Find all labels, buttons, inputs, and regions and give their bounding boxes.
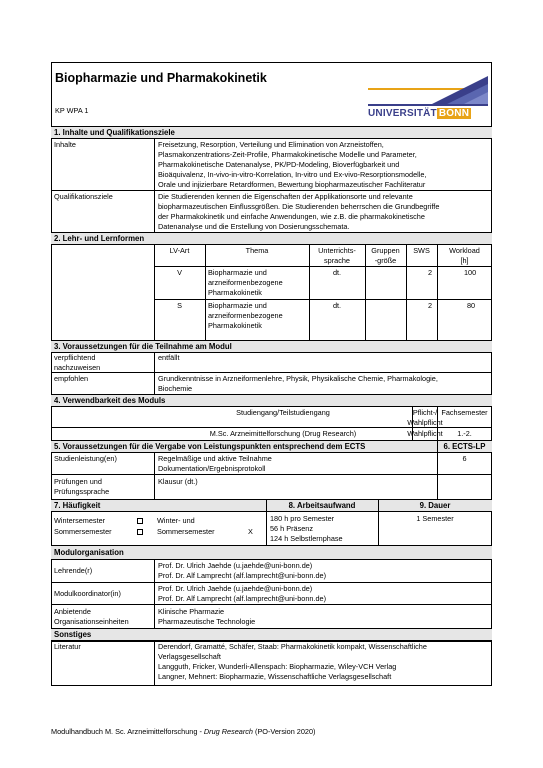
ziele-label: Qualifikationsziele bbox=[54, 192, 113, 201]
literatur-frame bbox=[51, 641, 492, 686]
haeufigkeit-row: Wintersemester Sommersemester Winter- und Sommersemester X 180 h pro Semester 56 h Präsenz 124 h Selbstlernphase 1 Semester bbox=[51, 512, 492, 546]
section-5-heading: 5. Voraussetzungen für die Vergabe von Leistungspunkten entsprechend dem ECTS 6. ECTS-LP bbox=[51, 441, 492, 453]
verwendbarkeit-row: M.Sc. Arzneimittelforschung (Drug Research) Wahlpflicht 1.-2. bbox=[51, 428, 492, 441]
verwendbarkeit-header-row: Studiengang/Teilstudiengang Pflicht-/ Wahlpflicht Fachsemester bbox=[51, 407, 492, 428]
section-7-heading: 7. Häufigkeit 8. Arbeitsaufwand 9. Dauer bbox=[51, 500, 492, 512]
pruefung-row: Prüfungen und Prüfungssprache Klausur (dt.) bbox=[51, 475, 492, 500]
lehrformen-table: LV-Art Thema Unterrichts- sprache Gruppen -größe SWS Workload [h] V Biopharmazie und arzneiformenbezogene Pharmakokinetik dt. 2 100 S Biopharmazie und arzneiformenbezogene Pharmakokinetik dt. 2 80 bbox=[51, 245, 492, 341]
wintersemester-checkbox bbox=[137, 518, 143, 524]
inhalte-text: Freisetzung, Resorption, Verteilung und Elimination von Arzneistoffen, Plasmakonzentrations-Zeit-Profile, Pharmakokinetische Modelle und Parameter, Pharmakokinetische Datenanalyse, PK/PD-Modeling, Bioverfügbarkeit und Bioäquivalenz, In-vivo-in-vitro-Korrelation, In-vitro und Ex-vivo-Resorptionsmodelle, Orale und injizierbare Retardformen, Bewertung biopharmazeutischer Fachliteratur bbox=[158, 140, 427, 189]
row-s-lvart: S bbox=[177, 301, 182, 310]
module-code: KP WPA 1 bbox=[55, 106, 89, 115]
sommersemester-checkbox bbox=[137, 529, 143, 535]
inhalte-row bbox=[51, 139, 492, 191]
col-sws: SWS bbox=[413, 246, 430, 255]
modulkoordinator-row: Modulkoordinator(in) Prof. Dr. Ulrich Jaehde (u.jaehde@uni-bonn.de) Prof. Dr. Alf Lamprecht (alf.lamprecht@uni-bonn.de) bbox=[51, 583, 492, 605]
qualifikationsziele-row bbox=[51, 191, 492, 233]
col-thema: Thema bbox=[245, 246, 269, 255]
verpflichtend-value: entfällt bbox=[158, 353, 180, 362]
ziele-text: Die Studierenden kennen die Eigenschaften der Applikationsorte und relevante biopharmazeutischen Einflussgrößen. Die Studierenden beherrschen die Grundbegriffe der Pharmakokinetik und einfache Anwendungen, wie z.B. die pharmakokinetische Datenanalyse und die Erstellung von Dosierungsschemata. bbox=[158, 192, 440, 231]
row-v-lvart: V bbox=[177, 268, 182, 277]
section-4-heading: 4. Verwendbarkeit des Moduls bbox=[51, 395, 492, 407]
section-1-heading: 1. Inhalte und Qualifikationsziele bbox=[51, 127, 492, 139]
literatur-row: Literatur bbox=[54, 642, 81, 651]
col-lvart: LV-Art bbox=[169, 246, 190, 255]
ects-value: 6 bbox=[462, 454, 467, 463]
inhalte-label: Inhalte bbox=[54, 140, 76, 149]
organisationseinheiten-row: Anbietende Organisationseinheiten Klinische Pharmazie Pharmazeutische Technologie bbox=[51, 605, 492, 629]
verpflichtend-row: verpflichtend nachzuweisen entfällt bbox=[51, 353, 492, 373]
title-block bbox=[51, 62, 492, 127]
module-title: Biopharmazie und Pharmakokinetik bbox=[55, 71, 267, 85]
page-footer: Modulhandbuch M. Sc. Arzneimittelforschung - Drug Research (PO-Version 2020) bbox=[51, 727, 316, 736]
logo-wordmark: UNIVERSITÄT BONN bbox=[368, 108, 470, 119]
winter-sommer-mark: X bbox=[248, 527, 253, 536]
lehrende-row: Lehrende(r) Prof. Dr. Ulrich Jaehde (u.jaehde@uni-bonn.de) Prof. Dr. Alf Lamprecht (alf.lamprecht@uni-bonn.de) bbox=[51, 560, 492, 583]
logo-graphic bbox=[368, 70, 488, 108]
studienleistung-row: Studienleistung(en) Regelmäßige und aktive Teilnahme Dokumentation/Ergebnisprotokoll 6 bbox=[51, 453, 492, 475]
section-2-heading: 2. Lehr- und Lernformen bbox=[51, 233, 492, 245]
university-logo bbox=[368, 70, 488, 120]
sonstiges-heading: Sonstiges bbox=[51, 629, 492, 641]
literatur-text: Derendorf, Gramatté, Schäfer, Staab: Pharmakokinetik kompakt, Wissenschaftliche Verlagsgesellschaft Langguth, Fricker, Wunderli-Allenspach: Biopharmazie, Wiley-VCH Verlag Langner, Mehnert: Biopharmazie, Wissenschaftliche Verlagsgesellschaft bbox=[158, 642, 427, 681]
section-3-heading: 3. Voraussetzungen für die Teilnahme am Modul bbox=[51, 341, 492, 353]
empfohlen-row: empfohlen Grundkenntnisse in Arzneiformenlehre, Physik, Physikalische Chemie, Pharmakologie, Biochemie bbox=[51, 373, 492, 395]
modulorganisation-heading: Modulorganisation bbox=[51, 546, 492, 560]
